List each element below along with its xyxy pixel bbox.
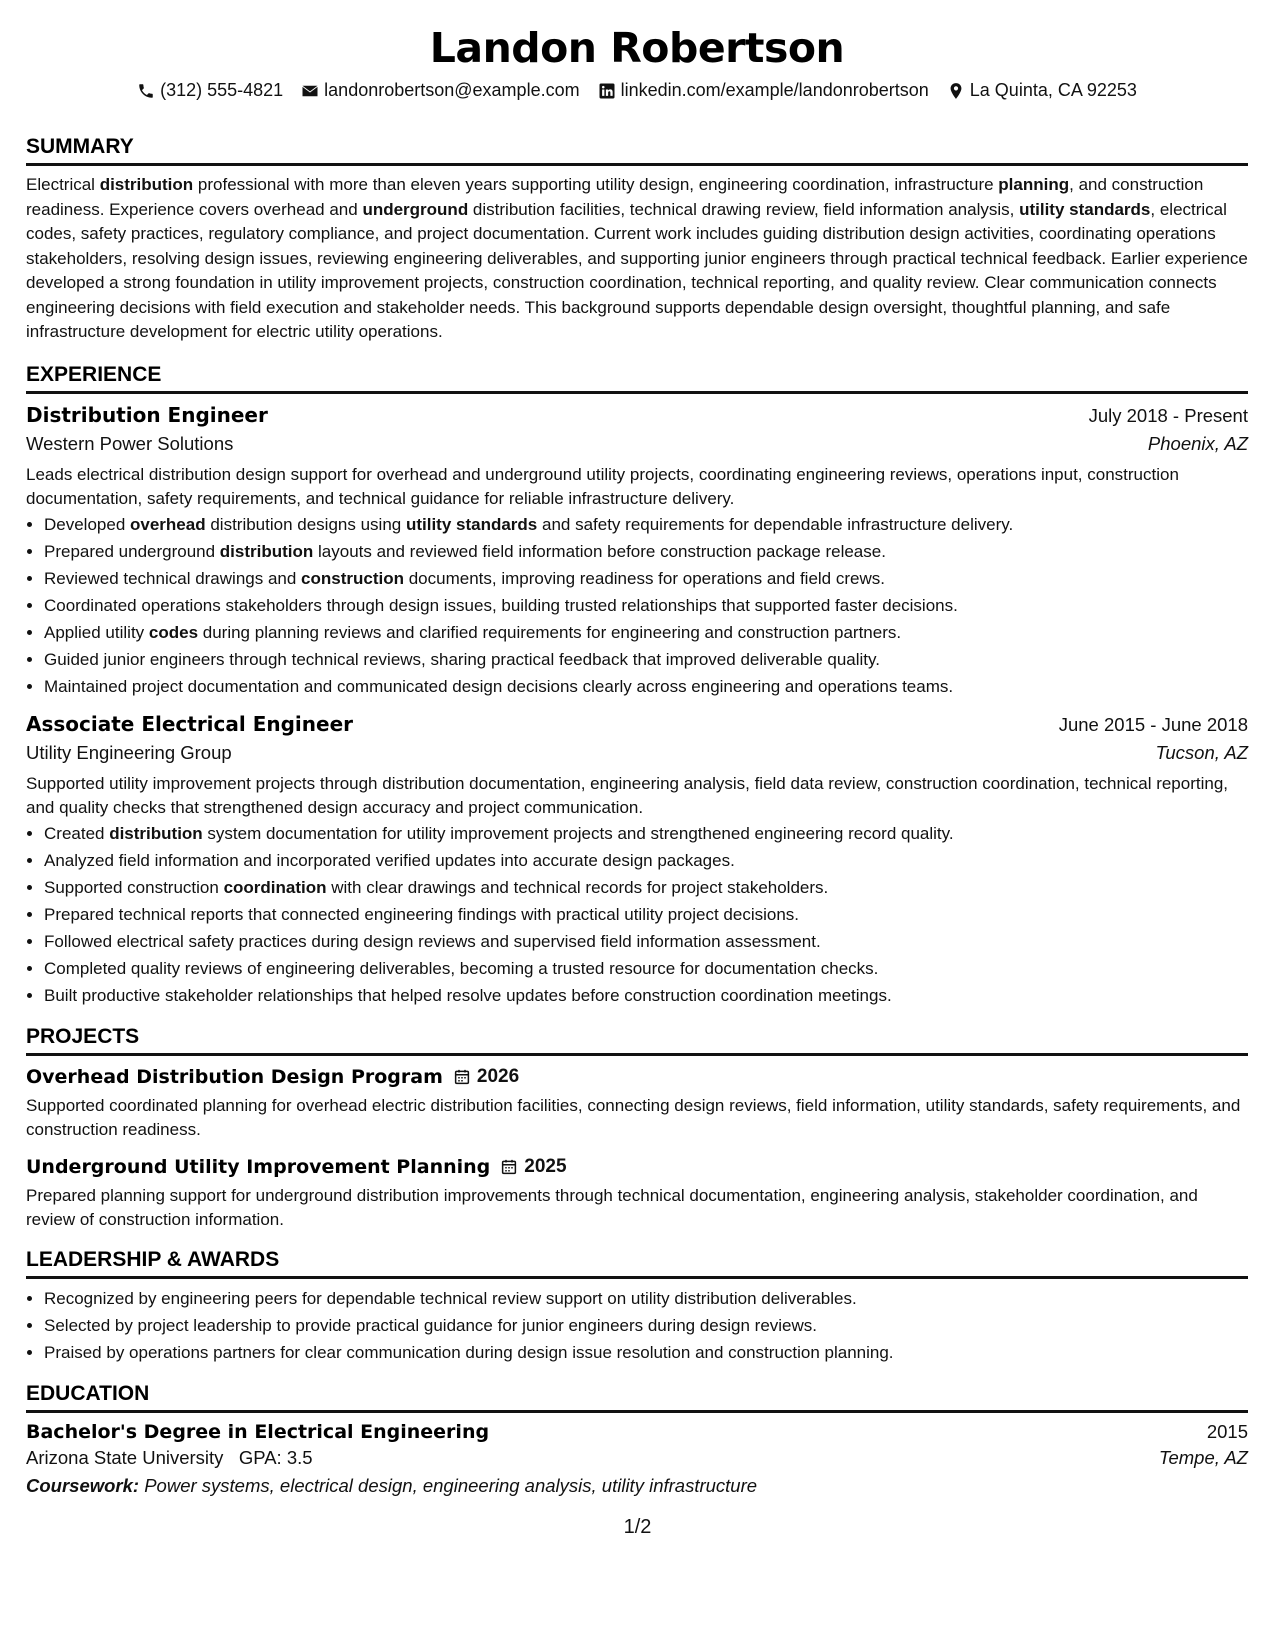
section-title: PROJECTS (26, 1025, 1248, 1056)
project-header (26, 1066, 1248, 1088)
graduation-year: 2015 (1206, 1420, 1248, 1442)
keyword-bold: coordination (223, 877, 327, 897)
list-item (44, 928, 1248, 955)
text-segment: Applied utility (44, 622, 149, 642)
school-name: Arizona State University (26, 1446, 224, 1468)
text-segment: during planning reviews and clarified requirements for engineering and construction partners. (198, 622, 902, 642)
text-segment: Followed electrical safety practices during design reviews and supervised field information assessment. (44, 931, 821, 951)
phone-icon (137, 82, 155, 100)
project-description: Supported coordinated planning for overhead electric distribution facilities, connecting design reviews, field information, utility standards, safety requirements, and construction readiness. (26, 1095, 1241, 1139)
contact-location (947, 80, 1137, 101)
calendar-icon (500, 1158, 518, 1176)
list-item: • Recognized by engineering peers for dependable technical review support on utility distribution deliverables. (44, 1285, 1248, 1312)
list-item (44, 538, 1248, 565)
email-text[interactable]: landonrobertson@example.com (324, 80, 580, 100)
text-segment: distribution facilities, technical drawing review, field information analysis, (468, 199, 1020, 219)
envelope-icon (301, 82, 319, 100)
leadership-list (26, 1285, 1248, 1366)
job-dates: June 2015 - June 2018 (1058, 713, 1248, 735)
project-year-text: 2025 (524, 1155, 567, 1177)
text-segment: Reviewed technical drawings and (44, 568, 302, 588)
text-segment: and safety requirements for dependable infrastructure delivery. (537, 514, 1014, 534)
contact-email[interactable] (301, 80, 579, 101)
project-year (500, 1156, 566, 1178)
section-title: EDUCATION (26, 1382, 1248, 1413)
gpa: GPA: 3.5 (238, 1446, 313, 1468)
text-segment: , electrical codes, safety practices, regulatory compliance, and project documentation. Current work includes guiding distribution design activities, coordinating operations stakeholders, resolving design issues, reviewing engineering deliverables, and supporting junior engineers through practical technical feedback. Earlier experience developed a strong foundation in utility improvement projects, construction coordination, technical reporting, and quality review. Clear communication connects engineering decisions with field execution and stakeholder needs. This background supports dependable design oversight, thoughtful planning, and safe infrastructure development for electric utility operations. (26, 199, 1248, 341)
summary-section (26, 135, 1248, 345)
job-entry (26, 712, 1248, 1009)
text-segment: with clear drawings and technical records for project stakeholders. (326, 877, 829, 897)
keyword-bold: distribution (109, 823, 203, 843)
keyword-bold: planning (998, 175, 1070, 194)
location-text: La Quinta, CA 92253 (969, 80, 1137, 100)
contact-phone (137, 80, 283, 101)
project-title: Underground Utility Improvement Planning (26, 1155, 491, 1178)
phone-text: (312) 555-4821 (160, 80, 284, 100)
keyword-bold: overhead (130, 514, 206, 534)
text-segment: distribution designs using (205, 514, 406, 534)
section-title: EXPERIENCE (26, 363, 1248, 394)
list-item: • Selected by project leadership to provide practical guidance for junior engineers during design reviews. (44, 1312, 1248, 1339)
contact-bar (26, 80, 1248, 101)
list-item: • Praised by operations partners for clear communication during design issue resolution and construction planning. (44, 1339, 1248, 1366)
job-bullets (26, 820, 1248, 1009)
list-item (44, 511, 1248, 538)
list-item (44, 847, 1248, 874)
project-year (453, 1066, 519, 1088)
project-year-text: 2026 (476, 1065, 520, 1087)
coursework-text: Power systems, electrical design, engineering analysis, utility infrastructure (144, 1474, 758, 1496)
text-segment: Created (44, 823, 110, 843)
keyword-bold: utility standards (405, 514, 538, 534)
job-entry (26, 403, 1248, 700)
text-segment: Analyzed field information and incorporated verified updates into accurate design packages. (44, 850, 735, 870)
text-segment: Guided junior engineers through technical reviews, sharing practical feedback that improved deliverable quality. (44, 649, 880, 669)
text-segment: documents, improving readiness for operations and field crews. (404, 568, 885, 588)
contact-linkedin[interactable] (598, 80, 929, 101)
job-bullets (26, 511, 1248, 700)
job-title: Associate Electrical Engineer (26, 711, 354, 736)
keyword-bold: underground (362, 199, 469, 219)
list-item (44, 901, 1248, 928)
calendar-icon (453, 1068, 471, 1086)
text-segment: Electrical (26, 175, 100, 194)
coursework-label: Coursework: (26, 1474, 140, 1496)
text-segment: Built productive stakeholder relationships that helped resolve updates before construction coordination meetings. (44, 985, 892, 1005)
text-segment: Maintained project documentation and communicated design decisions clearly across engineering and operations teams. (44, 676, 954, 696)
list-item (44, 646, 1248, 673)
list-item (44, 874, 1248, 901)
text-segment: Developed (44, 514, 131, 534)
text-segment: Prepared underground (44, 541, 220, 561)
project-description: Prepared planning support for underground distribution improvements through technical documentation, engineering analysis, stakeholder coordination, and review of construction information. (26, 1185, 1198, 1229)
text-segment: layouts and reviewed field information before construction package release. (313, 541, 886, 561)
list-item (44, 955, 1248, 982)
leadership-section (26, 1248, 1248, 1366)
job-location: Phoenix, AZ (1147, 432, 1248, 454)
section-title: SUMMARY (26, 135, 1248, 166)
map-pin-icon (947, 82, 965, 100)
text-segment: Prepared technical reports that connected engineering findings with practical utility project decisions. (44, 904, 800, 924)
project-header (26, 1156, 1248, 1178)
resume-page (26, 0, 1248, 1497)
keyword-bold: distribution (219, 541, 314, 561)
projects-section (26, 1025, 1248, 1232)
job-description: Leads electrical distribution design support for overhead and underground utility projects, coordinating engineering reviews, operations input, construction documentation, safety requirements, and technical guidance for reliable infrastructure delivery. (26, 464, 1179, 508)
text-segment: Completed quality reviews of engineering deliverables, becoming a trusted resource for documentation checks. (44, 958, 879, 978)
section-title: LEADERSHIP & AWARDS (26, 1248, 1248, 1279)
text-segment: Coordinated operations stakeholders through design issues, building trusted relationships that supported faster decisions. (44, 595, 958, 615)
text-segment: system documentation for utility improvement projects and strengthened engineering record quality. (202, 823, 954, 843)
school-info (26, 1447, 313, 1469)
linkedin-icon (598, 82, 616, 100)
coursework (26, 1475, 1248, 1497)
project-title: Overhead Distribution Design Program (26, 1065, 443, 1088)
job-dates: July 2018 - Present (1088, 404, 1248, 426)
candidate-name: Landon Robertson (429, 24, 845, 72)
summary-text (26, 173, 1248, 345)
text-segment: Supported construction (44, 877, 224, 897)
keyword-bold: distribution (99, 175, 194, 194)
list-item (44, 619, 1248, 646)
keyword-bold: construction (301, 568, 404, 588)
company-name: Utility Engineering Group (26, 741, 232, 763)
page-number: 1/2 (623, 1516, 652, 1538)
list-item (44, 592, 1248, 619)
job-description: Supported utility improvement projects through distribution documentation, engineering analysis, field data review, construction coordination, technical reporting, and quality checks that strengthened design accuracy and project communication. (26, 773, 1229, 817)
text-segment: professional with more than eleven years supporting utility design, engineering coordination, infrastructure (193, 175, 999, 194)
job-location: Tucson, AZ (1155, 741, 1248, 763)
list-item (44, 673, 1248, 700)
education-section (26, 1382, 1248, 1497)
keyword-bold: utility standards (1019, 199, 1151, 219)
experience-section (26, 363, 1248, 1009)
list-item (44, 565, 1248, 592)
keyword-bold: codes (148, 622, 199, 642)
list-item (44, 982, 1248, 1009)
school-location: Tempe, AZ (1158, 1446, 1248, 1468)
list-item (44, 820, 1248, 847)
degree-title: Bachelor's Degree in Electrical Engineering (26, 1420, 490, 1443)
linkedin-text[interactable]: linkedin.com/example/landonrobertson (620, 80, 929, 100)
text-segment: , and construction readiness. Experience covers overhead and (26, 175, 1204, 219)
job-title: Distribution Engineer (26, 402, 268, 427)
company-name: Western Power Solutions (26, 432, 234, 454)
